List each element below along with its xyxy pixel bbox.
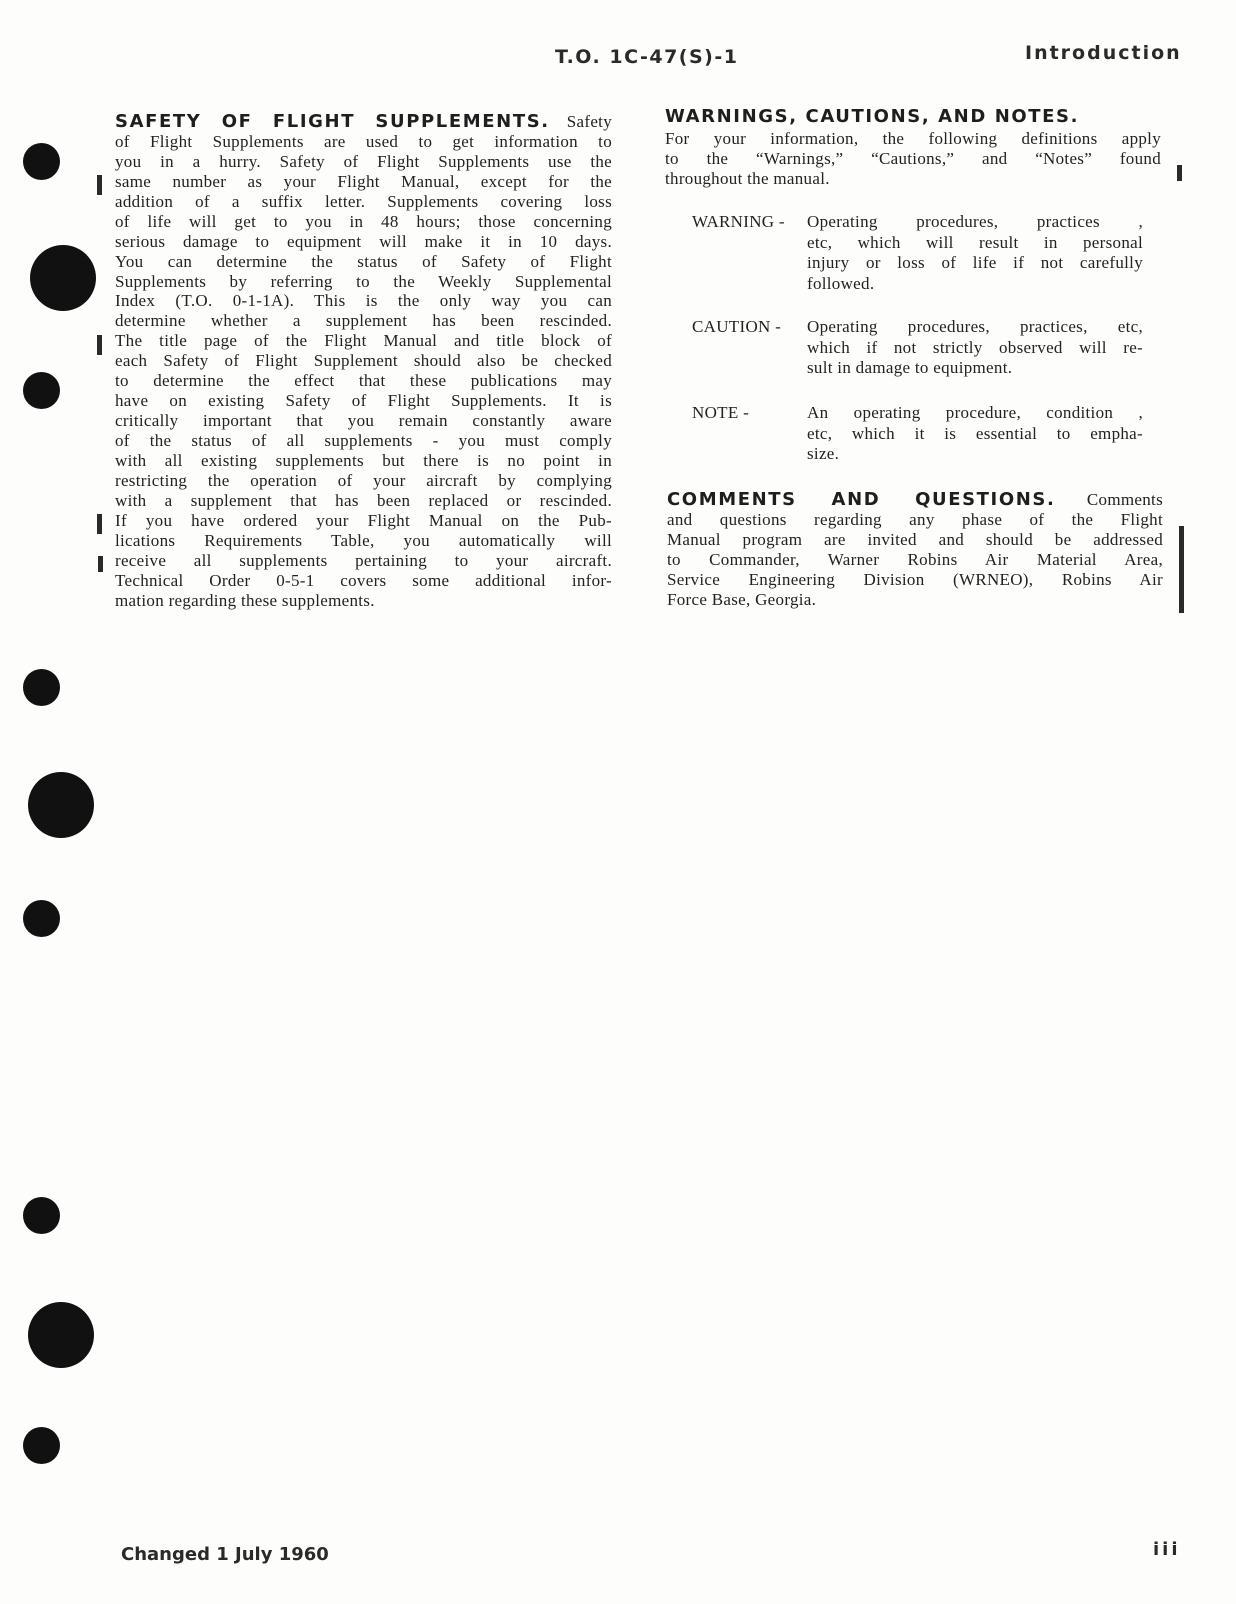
text-line: critically important that you remain constantly aware [115, 411, 612, 431]
text-line: Service Engineering Division (WRNEO), Robins Air [667, 569, 1163, 589]
text-line: throughout the manual. [665, 168, 830, 188]
text-line: injury or loss of life if not carefully [807, 253, 1143, 272]
text-line: etc, which it is essential to empha- [807, 423, 1143, 443]
section-heading-line [667, 490, 1163, 510]
text-line: to determine the effect that these publications may [115, 371, 612, 391]
safety-of-flight-section [115, 112, 612, 610]
hole-punch [30, 245, 96, 311]
text-line: you in a hurry. Safety of Flight Supplements use the [115, 151, 612, 171]
hole-punch [23, 900, 60, 937]
text-line: and questions regarding any phase of the Flight [667, 509, 1163, 529]
hole-punch [23, 143, 60, 180]
text-line: receive all supplements pertaining to your aircraft. [115, 550, 612, 570]
text-line: addition of a suffix letter. Supplements covering loss [115, 191, 612, 211]
change-bar [1179, 526, 1184, 613]
text-line: sult in damage to equipment. [807, 358, 1013, 377]
hole-punch [23, 1197, 60, 1234]
hole-punch [28, 772, 94, 838]
section-heading: COMMENTS AND QUESTIONS. [667, 490, 1056, 510]
change-bar [1177, 165, 1182, 181]
section-heading: SAFETY OF FLIGHT SUPPLEMENTS. [115, 112, 550, 132]
definition-label: WARNING - [692, 212, 785, 231]
text-line: determine whether a supplement has been rescinded. [115, 311, 612, 331]
hole-punch [23, 669, 60, 706]
paragraph [667, 510, 1163, 610]
text-line: to the “Warnings,” “Cautions,” and “Notes” found [665, 148, 1161, 168]
text-line: of Flight Supplements are used to get information to [115, 131, 612, 151]
text-line: have on existing Safety of Flight Supplements. It is [115, 391, 612, 411]
text-line: If you have ordered your Flight Manual on the Pub- [115, 510, 612, 530]
text-line: lications Requirements Table, you automatically will [115, 530, 612, 550]
text-line: etc, which will result in personal [807, 232, 1143, 252]
section-heading-line [115, 112, 612, 132]
hole-punch [28, 1302, 94, 1368]
change-bar [98, 556, 103, 572]
text-line: You can determine the status of Safety of Flight [115, 251, 612, 271]
text-line: of the status of all supplements - you must comply [115, 431, 612, 450]
definition-label: NOTE - [692, 403, 750, 422]
change-bar [97, 335, 102, 355]
definition-label: CAUTION - [692, 317, 782, 336]
text-line: followed. [807, 273, 875, 293]
text-line: mation regarding these supplements. [115, 590, 375, 610]
text-line: Force Base, Georgia. [667, 589, 817, 609]
text-line: The title page of the Flight Manual and title block of [115, 331, 612, 351]
hole-punch [23, 372, 60, 409]
text-line: with all existing supplements but there is no point in [115, 450, 612, 470]
text-line: Technical Order 0-5-1 covers some additional infor- [115, 570, 612, 590]
text-line: with a supplement that has been replaced or rescinded. [115, 490, 612, 510]
warnings-section [665, 107, 1161, 189]
text-line: which if not strictly observed will re- [807, 337, 1143, 357]
text-line: Index (T.O. 0-1-1A). This is the only way you can [115, 291, 612, 311]
section-title: Introduction [1025, 42, 1182, 64]
text-line: An operating procedure, condition , [807, 403, 1143, 422]
change-note: Changed 1 July 1960 [121, 1544, 329, 1565]
comments-section [667, 490, 1163, 610]
text-line: Operating procedures, practices , [807, 212, 1143, 231]
text-line: Supplements by referring to the Weekly Supplemental [115, 271, 612, 291]
change-bar [97, 175, 102, 195]
page-number: iii [1153, 1539, 1181, 1560]
text-line: serious damage to equipment will make it in 10 days. [115, 231, 612, 251]
text-line: Comments [1086, 490, 1163, 509]
paragraph [115, 132, 612, 611]
document-number: T.O. 1C-47(S)-1 [555, 46, 739, 68]
text-line: size. [807, 444, 840, 463]
hole-punch [23, 1427, 60, 1464]
text-line: Manual program are invited and should be addressed [667, 529, 1163, 549]
text-line: of life will get to you in 48 hours; those concerning [115, 211, 612, 231]
text-line: restricting the operation of your aircraft by complying [115, 470, 612, 490]
text-line: to Commander, Warner Robins Air Material Area, [667, 549, 1163, 569]
text-line: For your information, the following definitions apply [665, 129, 1161, 148]
change-bar [97, 514, 102, 534]
paragraph [665, 129, 1161, 189]
text-line: each Safety of Flight Supplement should also be checked [115, 351, 612, 371]
text-line: same number as your Flight Manual, except for the [115, 171, 612, 191]
text-line: Operating procedures, practices, etc, [807, 317, 1143, 336]
section-heading: WARNINGS, CAUTIONS, AND NOTES. [665, 107, 1080, 127]
text-line: Safety [566, 112, 612, 131]
